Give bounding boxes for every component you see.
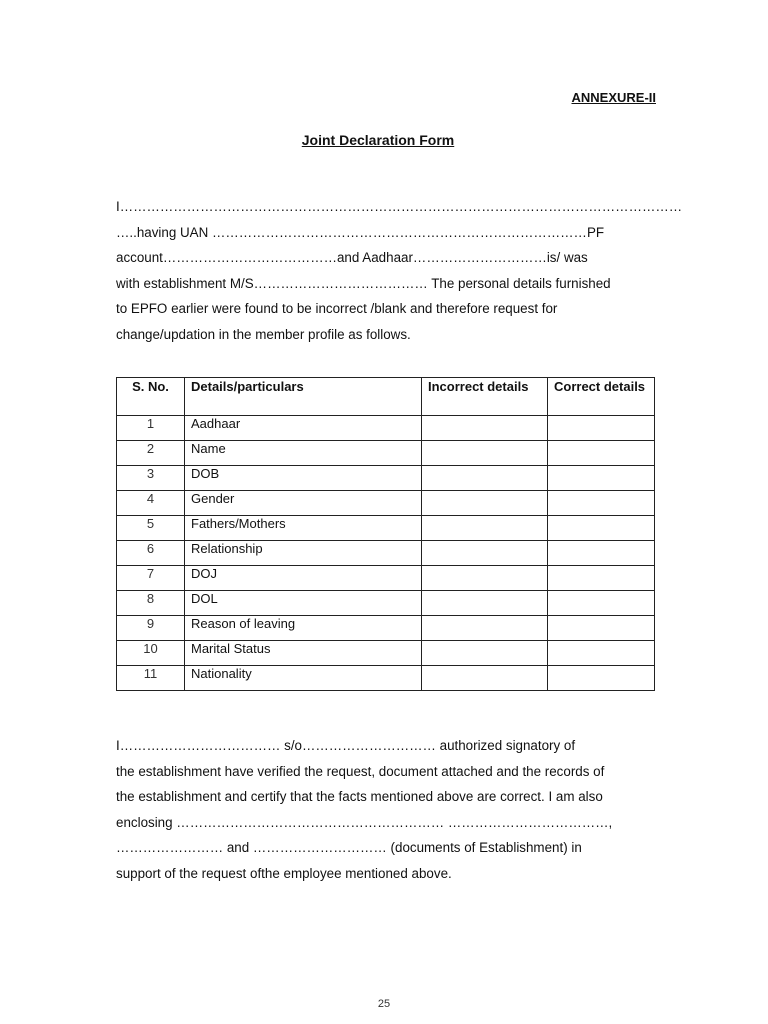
table-row — [117, 441, 655, 466]
row-sno: 3 — [117, 466, 185, 491]
intro-line: with establishment M/S………………………………… The personal details furnished — [116, 275, 611, 291]
row-detail: Nationality — [185, 666, 422, 691]
row-incorrect-cell — [422, 466, 548, 491]
row-detail: DOB — [185, 466, 422, 491]
page-number: 25 — [377, 998, 391, 1010]
cert-line: support of the request ofthe employee mentioned above. — [116, 865, 452, 881]
details-table — [116, 377, 655, 691]
cert-line: enclosing …………………………………………………… ………………………………, — [116, 814, 613, 830]
row-sno: 1 — [117, 416, 185, 441]
table-row — [117, 466, 655, 491]
table-header-row — [117, 378, 655, 416]
row-detail: Reason of leaving — [185, 616, 422, 641]
row-correct-cell — [548, 566, 655, 591]
row-sno: 2 — [117, 441, 185, 466]
table-row — [117, 641, 655, 666]
cert-line: …………………… and ………………………… (documents of Establishment) in — [116, 840, 582, 855]
header-details: Details/particulars — [185, 378, 422, 416]
intro-line: to EPFO earlier were found to be incorrect /blank and therefore request for — [116, 301, 558, 316]
table-row — [117, 591, 655, 616]
row-sno: 5 — [117, 516, 185, 541]
row-incorrect-cell — [422, 641, 548, 666]
row-sno: 10 — [117, 641, 185, 666]
header-sno: S. No. — [117, 378, 185, 416]
row-sno: 6 — [117, 541, 185, 566]
certification-paragraph — [116, 733, 654, 886]
row-correct-cell — [548, 666, 655, 691]
cert-line: the establishment and certify that the facts mentioned above are correct. I am also — [116, 789, 603, 804]
row-detail: DOJ — [185, 566, 422, 591]
header-correct: Correct details — [548, 378, 655, 416]
table-row — [117, 666, 655, 691]
row-detail: Aadhaar — [185, 416, 422, 441]
row-correct-cell — [548, 441, 655, 466]
intro-line: …..having UAN …………………………………………………………………………PF — [116, 224, 605, 240]
cert-line: I……………………………… s/o………………………… authorized signatory of — [116, 738, 576, 753]
row-sno: 11 — [117, 666, 185, 691]
cert-line: the establishment have verified the request, document attached and the records of — [116, 763, 605, 779]
row-sno: 9 — [117, 616, 185, 641]
intro-paragraph — [116, 194, 683, 347]
table-row — [117, 416, 655, 441]
row-detail: Gender — [185, 491, 422, 516]
row-sno: 8 — [117, 591, 185, 616]
row-correct-cell — [548, 641, 655, 666]
table-row — [117, 491, 655, 516]
table-row — [117, 566, 655, 591]
row-incorrect-cell — [422, 416, 548, 441]
intro-line: change/updation in the member profile as follows. — [116, 326, 411, 342]
row-correct-cell — [548, 416, 655, 441]
row-incorrect-cell — [422, 616, 548, 641]
row-detail: Relationship — [185, 541, 422, 566]
row-incorrect-cell — [422, 666, 548, 691]
row-correct-cell — [548, 591, 655, 616]
row-detail: Name — [185, 441, 422, 466]
row-incorrect-cell — [422, 491, 548, 516]
row-sno: 7 — [117, 566, 185, 591]
table-row — [117, 516, 655, 541]
row-correct-cell — [548, 541, 655, 566]
header-incorrect: Incorrect details — [422, 378, 548, 416]
row-correct-cell — [548, 491, 655, 516]
form-title: Joint Declaration Form — [301, 132, 455, 148]
row-correct-cell — [548, 516, 655, 541]
intro-line: I……………………………………………………………………………………………………………… — [116, 199, 683, 214]
row-detail: Fathers/Mothers — [185, 516, 422, 541]
intro-line: account…………………………………and Aadhaar…………………………is/ was — [116, 250, 588, 265]
annexure-label: ANNEXURE-II — [571, 90, 656, 105]
table-row — [117, 541, 655, 566]
row-incorrect-cell — [422, 441, 548, 466]
row-sno: 4 — [117, 491, 185, 516]
row-incorrect-cell — [422, 516, 548, 541]
row-detail: DOL — [185, 591, 422, 616]
row-incorrect-cell — [422, 541, 548, 566]
row-incorrect-cell — [422, 566, 548, 591]
row-incorrect-cell — [422, 591, 548, 616]
row-detail: Marital Status — [185, 641, 422, 666]
row-correct-cell — [548, 466, 655, 491]
row-correct-cell — [548, 616, 655, 641]
table-row — [117, 616, 655, 641]
table-body — [117, 416, 655, 691]
